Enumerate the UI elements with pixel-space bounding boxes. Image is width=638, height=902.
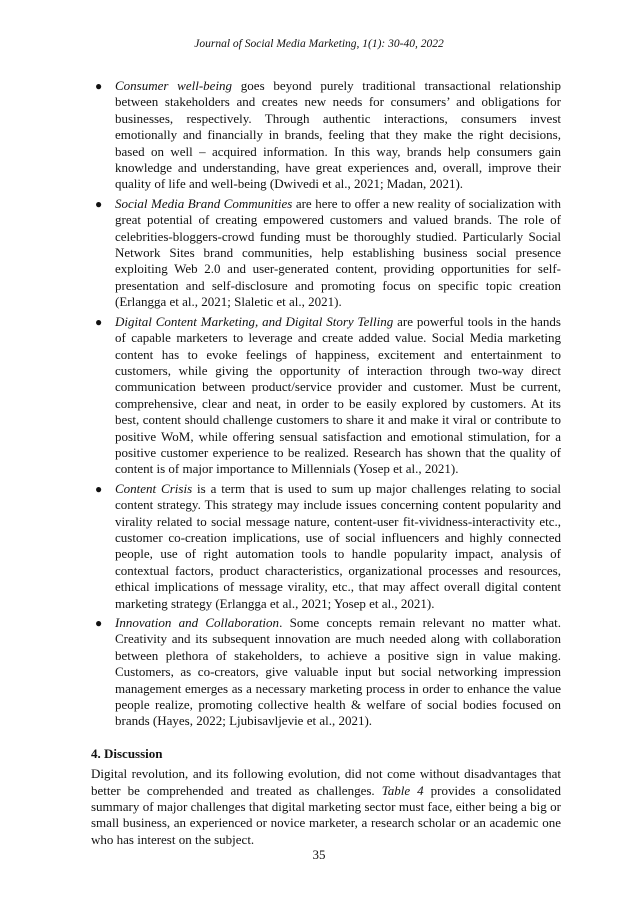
discussion-text-before: Digital revolution, and its following evolution, did not come without disadvantages that better be comprehended and treated as challenges. xyxy=(91,766,561,798)
bullet-term: Social Media Brand Communities xyxy=(115,195,293,211)
section-heading-discussion: 4. Discussion xyxy=(91,745,163,761)
bullet-list xyxy=(91,78,561,730)
table-reference: Table 4 xyxy=(381,782,424,798)
page-content xyxy=(91,78,561,848)
bullet-item-consumer-well-being xyxy=(91,78,561,193)
bullet-item-brand-communities xyxy=(91,196,561,311)
bullet-text: are powerful tools in the hands of capable marketers to leverage and create added value. Social Media marketing content has to evoke feelings of happiness, excitement and entertainment to customers, while giving the opportunity of interaction through two-way direct communication between product/service provider and customer. Must be current, comprehensive, clear and neat, in order to be easily explored by customers. At its best, content should challenge customers to share it and make it viral or contribute to positive WoM, while offering sensual satisfaction and emotional stimulation, for a positive customer experience to be realized. Research has shown that the quality of content is of major importance to Millennials (Yosep et al., 2021). xyxy=(115,313,561,477)
running-head: Journal of Social Media Marketing, 1(1): 30-40, 2022 xyxy=(194,38,444,50)
bullet-icon: ● xyxy=(95,196,103,211)
bullet-icon: ● xyxy=(95,79,103,93)
bullet-text: goes beyond purely traditional transactional relationship between stakeholders and creates new needs for consumers’ and obligations for businesses, respectively. Through authentic interactions, consumers invest emotionally and financially in brands, feeling that they make the right decisions, based on well – acquired information. In this way, brands help consumers gain knowledge and understanding, have great experiences and, overall, improve their quality of life and well-being (Dwivedi et al., 2021; Madan, 2021). xyxy=(115,78,561,192)
bullet-icon: ● xyxy=(95,616,103,630)
bullet-term: Digital Content Marketing, and Digital Story Telling xyxy=(115,313,394,329)
bullet-text: is a term that is used to sum up major challenges relating to social content strategy. This strategy may include issues concerning content popularity and virality related to social message nature, content-user fit-vividness-interactivity etc., customer co-creation implications, use of social influencers and highly connected people, use of right automation tools to handle popularity impact, analysis of contextual factors, product characteristics, organizational processes and resources, ethical implications of message virality, etc., that may affect overall digital content marketing strategy (Erlangga et al., 2021; Yosep et al., 2021). xyxy=(115,480,561,611)
bullet-term: Consumer well-being xyxy=(115,78,233,93)
bullet-icon: ● xyxy=(95,314,103,329)
bullet-item-innovation-collaboration xyxy=(91,615,561,730)
bullet-item-digital-content-marketing xyxy=(91,314,561,478)
discussion-paragraph xyxy=(91,766,561,848)
bullet-term: Content Crisis xyxy=(115,480,193,496)
bullet-text: . Some concepts remain relevant no matter what. Creativity and its subsequent innovation are much needed along with collaboration between plethora of stakeholders, to achieve a positive sign in value making. Customers, as co-creators, give valuable input but social networking impression management emerges as a necessary marketing process in order to enhance the value people realize, promoting collective health & welfare of social bodies focused on brands (Hayes, 2022; Ljubisavljevie et al., 2021). xyxy=(115,615,562,729)
bullet-icon: ● xyxy=(95,481,103,496)
bullet-item-content-crisis xyxy=(91,481,561,612)
discussion-text-after: provides a consolidated summary of major challenges that digital marketing sector must face, either being a big or small business, an experienced or novice marketer, a research scholar or an academic one who has interest on the subject. xyxy=(91,782,561,847)
bullet-term: Innovation and Collaboration xyxy=(115,615,280,630)
bullet-text: are here to offer a new reality of socialization with great potential of creating empowered customers and valued brands. The role of celebrities-bloggers-crowd funding must be thoroughly studied. Particularly Social Network Sites brand communities, help establishing business social presence exploiting Web 2.0 and user-generated content, providing opportunities for self-presentation and self-disclosure and promoting focus on specific topic creation (Erlangga et al., 2021; Slaletic et al., 2021). xyxy=(115,195,561,310)
page-number: 35 xyxy=(312,847,326,862)
